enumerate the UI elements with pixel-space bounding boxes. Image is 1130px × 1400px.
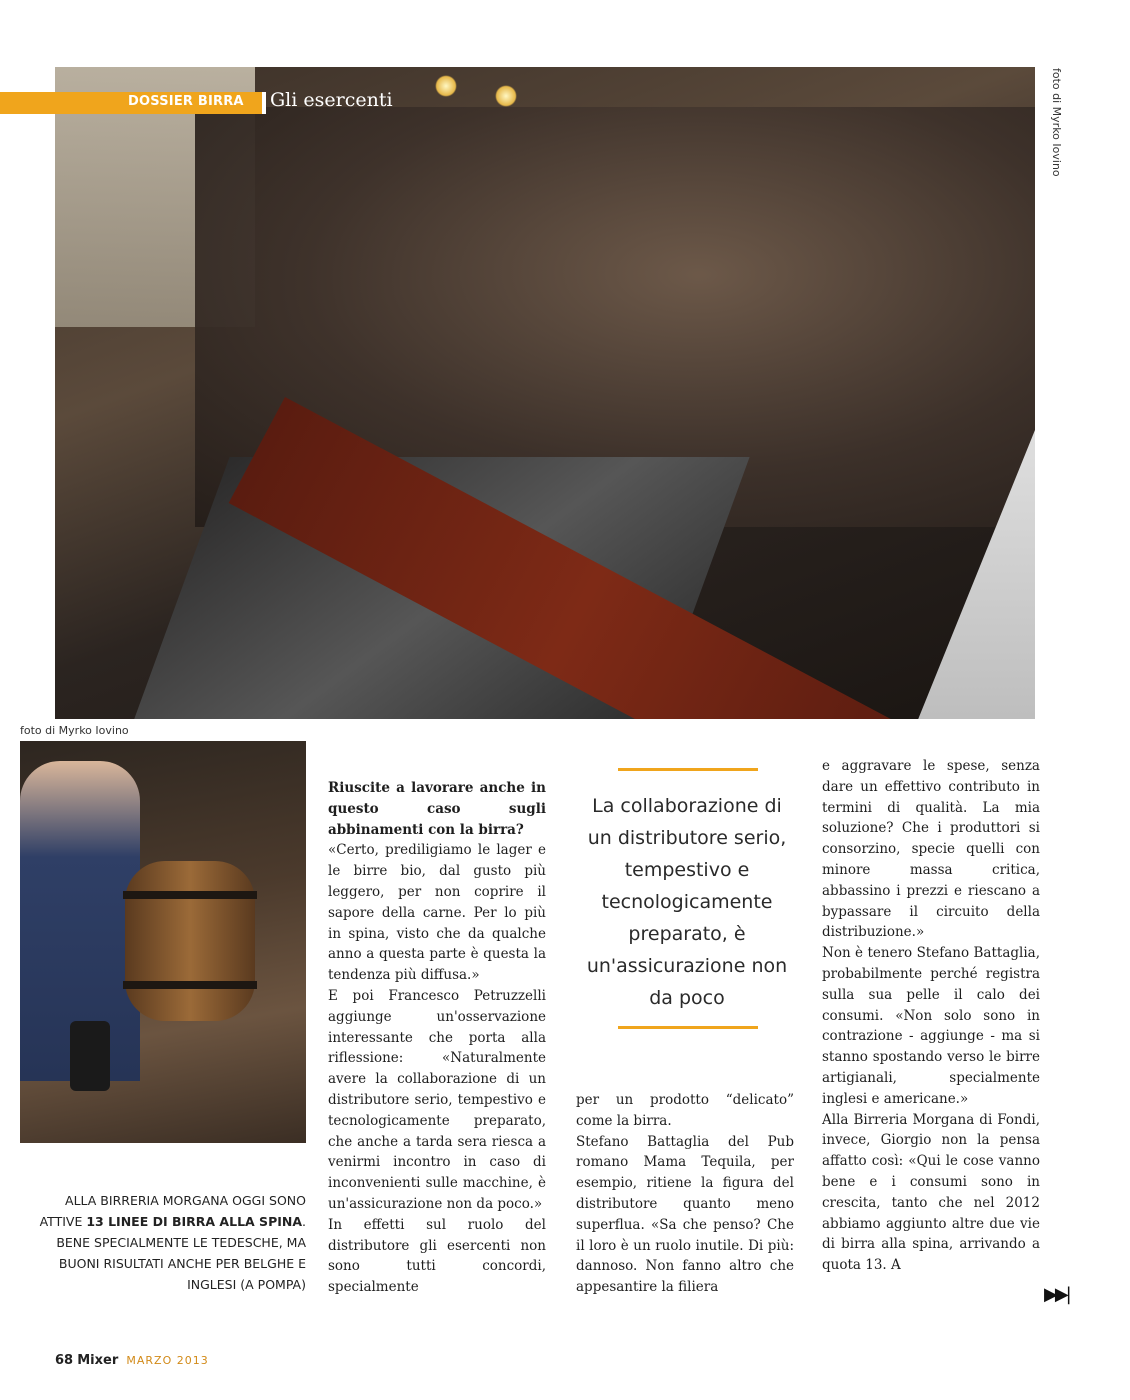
- photo-barrel-hoop: [123, 981, 257, 989]
- paragraph: per un prodotto “delicato” come la birra.: [576, 1092, 794, 1129]
- caption-text: ALLA BIRRERIA MORGANA OGGI SONO ATTIVE: [39, 1193, 306, 1229]
- photo-caption: [20, 1190, 306, 1295]
- paragraph: e aggravare le spese, senza dare un effettivo contributo in termini di qualità. La mia soluzione? Che i produttori si consorzino, specie quelli con minore massa critica, abbassino i prezzi e riescano a bypassare il circuito della distribuzione.»: [822, 758, 1040, 941]
- page-number: 68: [55, 1353, 74, 1368]
- interview-question: Riuscite a lavorare anche in questo caso sugli abbinamenti con la birra?: [328, 780, 546, 838]
- small-photo-credit: foto di Myrko Iovino: [20, 724, 129, 737]
- magazine-name: Mixer: [77, 1353, 119, 1368]
- caption-text-end: . BENE SPECIALMENTE LE TEDESCHE, MA BUONI RISULTATI ANCHE PER BELGHE E INGLESI (A POMPA): [56, 1214, 306, 1292]
- small-photo: [20, 741, 306, 1143]
- main-photo: [55, 67, 1035, 719]
- paragraph: Non è tenero Stefano Battaglia, probabilmente perché registra sulla sua pelle il calo dei consumi. «Non solo sono in contrazione - aggiunge - ma si stanno spostando verso le birre artigianali, specialmente inglesi e americane.»: [822, 945, 1040, 1107]
- paragraph: «Certo, prediligiamo le lager e le birre bio, dal gusto più leggero, per non coprire il sapore della carne. Per lo più in spina, visto che da qualche anno a questa parte è questa la tendenza più diffusa.»: [328, 842, 546, 984]
- section-separator: [262, 92, 266, 114]
- photo-phone: [70, 1021, 110, 1091]
- article-column-3: [822, 756, 1040, 1276]
- caption-highlight: 13 LINEE DI BIRRA ALLA SPINA: [86, 1214, 303, 1229]
- photo-lamp: [495, 85, 517, 107]
- paragraph: In effetti sul ruolo del distributore gli esercenti non sono tutti concordi, specialmente: [328, 1216, 546, 1296]
- article-column-1: [328, 778, 546, 1298]
- paragraph: Alla Birreria Morgana di Fondi, invece, Giorgio non la pensa affatto così: «Qui le cose vanno bene e i consumi sono in crescita, tanto che nel 2012 abbiamo aggiunto altre due vie di birra alla spina, arrivando a quota 13. A: [822, 1111, 1040, 1274]
- section-subtitle: Gli esercenti: [270, 89, 393, 111]
- paragraph: E poi Francesco Petruzzelli aggiunge un'osservazione interessante che porta alla riflessione: «Naturalmente avere la collaborazione di un distributore serio, tempestivo e tecnologicamente preparato, che anche a tarda sera riesca a venirmi incontro in caso di inconvenienti sulle macchine, è un'assicurazione non da poco.»: [328, 987, 546, 1212]
- pull-quote-rule-bottom: [618, 1026, 758, 1029]
- fast-forward-icon[interactable]: ▶▶|: [1044, 1284, 1069, 1305]
- photo-lamp: [435, 75, 457, 97]
- page-footer: [55, 1353, 209, 1368]
- photo-barrel-hoop: [123, 891, 257, 899]
- section-label: DOSSIER BIRRA: [128, 94, 244, 109]
- issue-date: MARZO 2013: [126, 1354, 209, 1367]
- main-photo-credit: foto di Myrko Iovino: [1050, 68, 1063, 177]
- paragraph: Stefano Battaglia del Pub romano Mama Tequila, per esempio, ritiene la figura del distributore quanto meno superflua. «Sa che penso? Che il loro è un ruolo inutile. Di più: dannoso. Non fanno altro che appesantire la filiera: [576, 1133, 794, 1296]
- photo-barrel: [125, 861, 255, 1021]
- pull-quote: La collaborazione di un distributore serio, tempestivo e tecnologicamente preparato, è un'assicurazione non da poco: [586, 795, 788, 1009]
- pull-quote-rule-top: [618, 768, 758, 771]
- article-column-2: [576, 1090, 794, 1298]
